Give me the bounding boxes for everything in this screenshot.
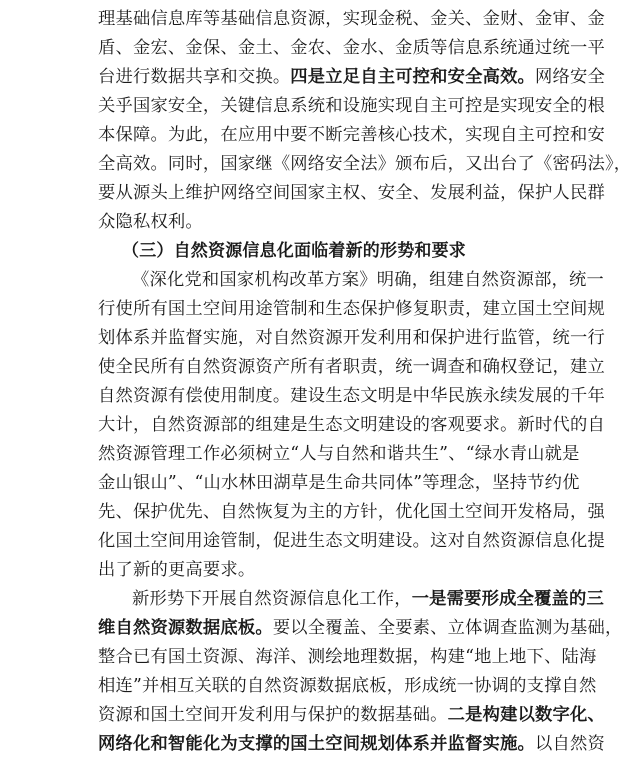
text-line: 自然资源有偿使用制度。建设生态文明是中华民族永续发展的千年 [98, 386, 605, 406]
bold-phrase: 四是立足自主可控和安全高效。 [290, 67, 536, 87]
bold-phrase: 一是需要形成全覆盖的三 [411, 589, 604, 609]
text-line: 关乎国家安全，关键信息系统和设施实现自主可控是实现安全的根 [98, 96, 605, 116]
text-line: 大计，自然资源部的组建是生态文明建设的客观要求。新时代的自 [98, 415, 605, 435]
text-line: 行使所有国土空间用途管制和生态保护修复职责，建立国土空间规 [98, 299, 605, 319]
text-line: 《深化党和国家机构改革方案》明确，组建自然资源部，统一 [132, 270, 604, 290]
text-line: 先、保护优先、自然恢复为主的方针，优化国土空间开发格局，强 [98, 502, 605, 522]
text-line: 盾、金宏、金保、金土、金农、金水、金质等信息系统通过统一平 [98, 38, 605, 58]
text-line: 整合已有国土资源、海洋、测绘地理数据，构建“地上地下、陆海 [98, 647, 597, 667]
section-heading: （三）自然资源信息化面临着新的形势和要求 [122, 241, 466, 261]
text-line: 使全民所有自然资源资产所有者职责，统一调查和确权登记，建立 [98, 357, 605, 377]
text-line: 全高效。同时，国家继《网络安全法》颁布后，又出台了《密码法》， [98, 154, 632, 174]
bold-phrase: 二是构建以数字化、 [447, 705, 605, 725]
text-line: 众隐私权利。 [98, 212, 203, 232]
text-line: 本保障。为此，在应用中要不断完善核心技术，实现自主可控和安 [98, 125, 605, 145]
text-line: 理基础信息库等基础信息资源，实现金税、金关、金财、金审、金 [98, 9, 605, 29]
text-line: 化国土空间用途管制，促进生态文明建设。这对自然资源信息化提 [98, 531, 605, 551]
text-span: 新形势下开展自然资源信息化工作， [132, 589, 412, 609]
text-span: 网络安全 [535, 67, 605, 87]
text-line [98, 613, 623, 643]
text-span: 资源和国土空间开发利用与保护的数据基础。 [98, 705, 448, 725]
text-line: 相连”并相互关联的自然资源数据底板，形成统一协调的支撑自然 [98, 676, 597, 696]
bold-phrase: 维自然资源数据底板。 [98, 618, 273, 638]
text-span: 要以全覆盖、全要素、立体调查监测为基础， [272, 618, 623, 638]
text-line [132, 584, 604, 614]
bold-phrase: 网络化和智能化为支撑的国土空间规划体系并监督实施。 [98, 734, 536, 754]
text-line: 金山银山”、“山水林田湖草是生命共同体”等理念，坚持节约优 [98, 473, 580, 493]
text-span: 以自然资 [535, 734, 605, 754]
text-line: 出了新的更高要求。 [98, 560, 256, 580]
text-span: 台进行数据共享和交换。 [98, 67, 291, 87]
text-line [98, 62, 605, 92]
text-line: 然资源管理工作必须树立“人与自然和谐共生”、“绿水青山就是 [98, 444, 580, 464]
text-line: 要从源头上维护网络空间国家主权、安全、发展利益，保护人民群 [98, 183, 605, 203]
text-line [98, 700, 605, 730]
text-line [98, 729, 605, 759]
text-line: 划体系并监督实施，对自然资源开发利用和保护进行监管，统一行 [98, 328, 605, 348]
